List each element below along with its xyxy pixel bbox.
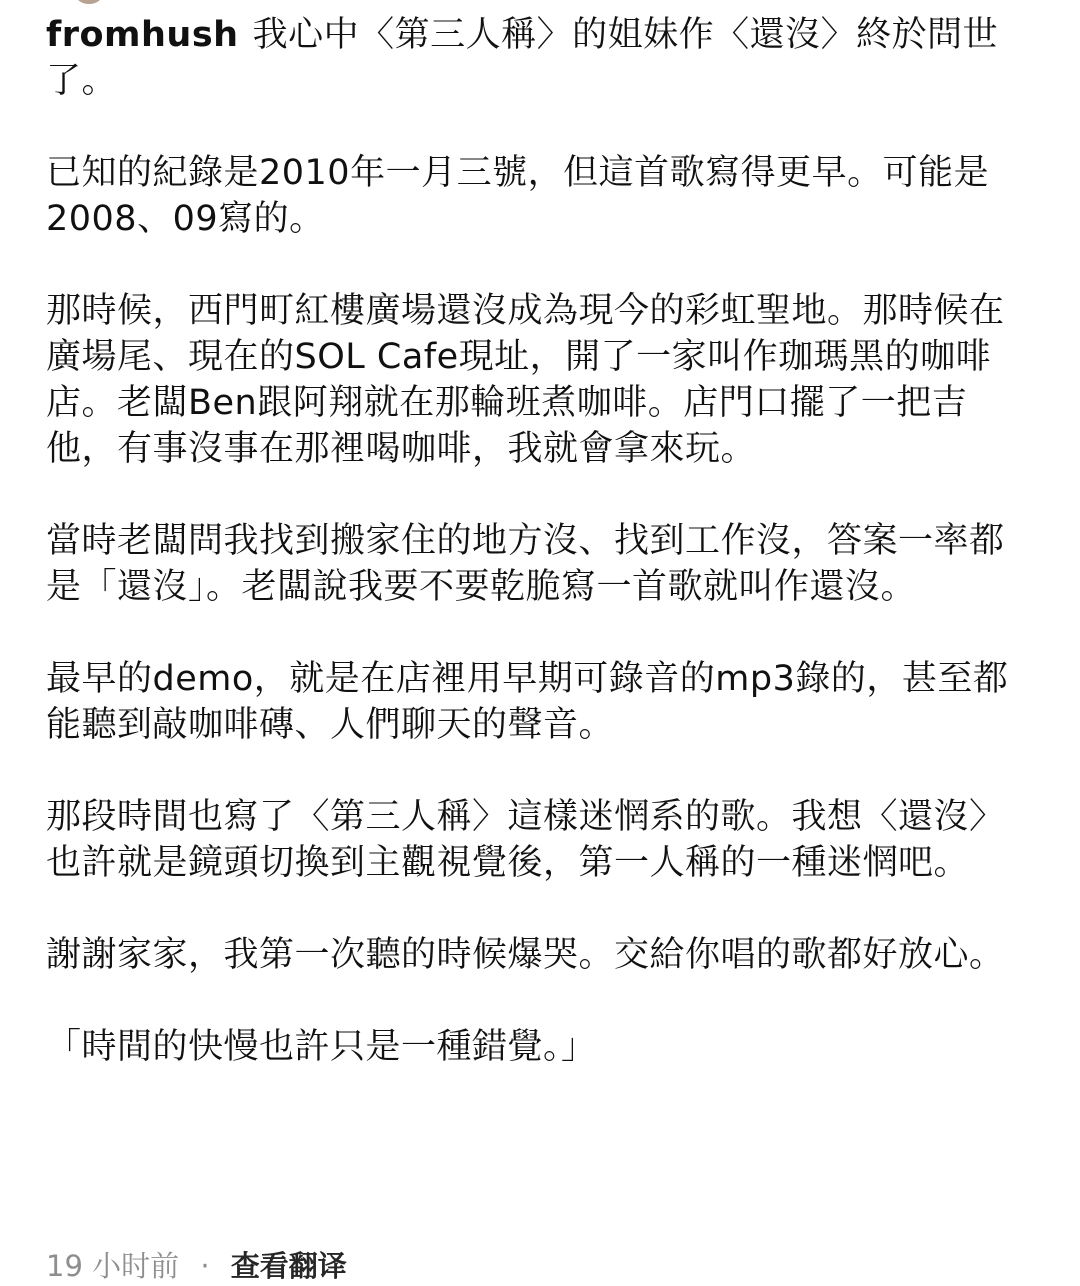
see-translation-button[interactable]: 查看翻译 — [230, 1249, 347, 1283]
caption-paragraph-2: 已知的紀錄是2010年一月三號，但這首歌寫得更早。可能是2008、09寫的。 — [46, 153, 990, 239]
avatar[interactable] — [76, 0, 102, 4]
username-link[interactable]: fromhush — [46, 15, 239, 55]
caption-text: 我心中〈第三人稱〉的姐妹作〈還沒〉終於問世了。 — [46, 15, 999, 101]
caption-paragraph-8: 「時間的快慢也許只是一種錯覺。」 — [46, 1027, 597, 1067]
post-footer — [46, 1246, 347, 1286]
caption-paragraph-6: 那段時間也寫了〈第三人稱〉這樣迷惘系的歌。我想〈還沒〉也許就是鏡頭切換到主觀視覺後，第一人稱的一種迷惘吧。 — [46, 797, 1005, 883]
footer-separator: · — [200, 1249, 210, 1283]
post-caption — [46, 12, 1036, 1116]
caption-paragraph-7: 謝謝家家，我第一次聽的時候爆哭。交給你唱的歌都好放心。 — [46, 935, 1005, 975]
caption-paragraph-1 — [46, 12, 1036, 104]
caption-paragraph-5: 最早的demo，就是在店裡用早期可錄音的mp3錄的，甚至都能聽到敲咖啡磚、人們聊天的聲音。 — [46, 659, 1009, 745]
post-timestamp: 19 小时前 — [46, 1249, 180, 1283]
caption-paragraph-4: 當時老闆問我找到搬家住的地方沒、找到工作沒，答案一率都是「還沒」。老闆說我要不要乾脆寫一首歌就叫作還沒。 — [46, 521, 1005, 607]
caption-paragraph-3: 那時候，西門町紅樓廣場還沒成為現今的彩虹聖地。那時候在廣場尾、現在的SOL Cafe現址，開了一家叫作珈瑪黑的咖啡店。老闆Ben跟阿翔就在那輪班煮咖啡。店門口擺了一把吉他，有事沒事在那裡喝咖啡，我就會拿來玩。 — [46, 291, 1005, 469]
